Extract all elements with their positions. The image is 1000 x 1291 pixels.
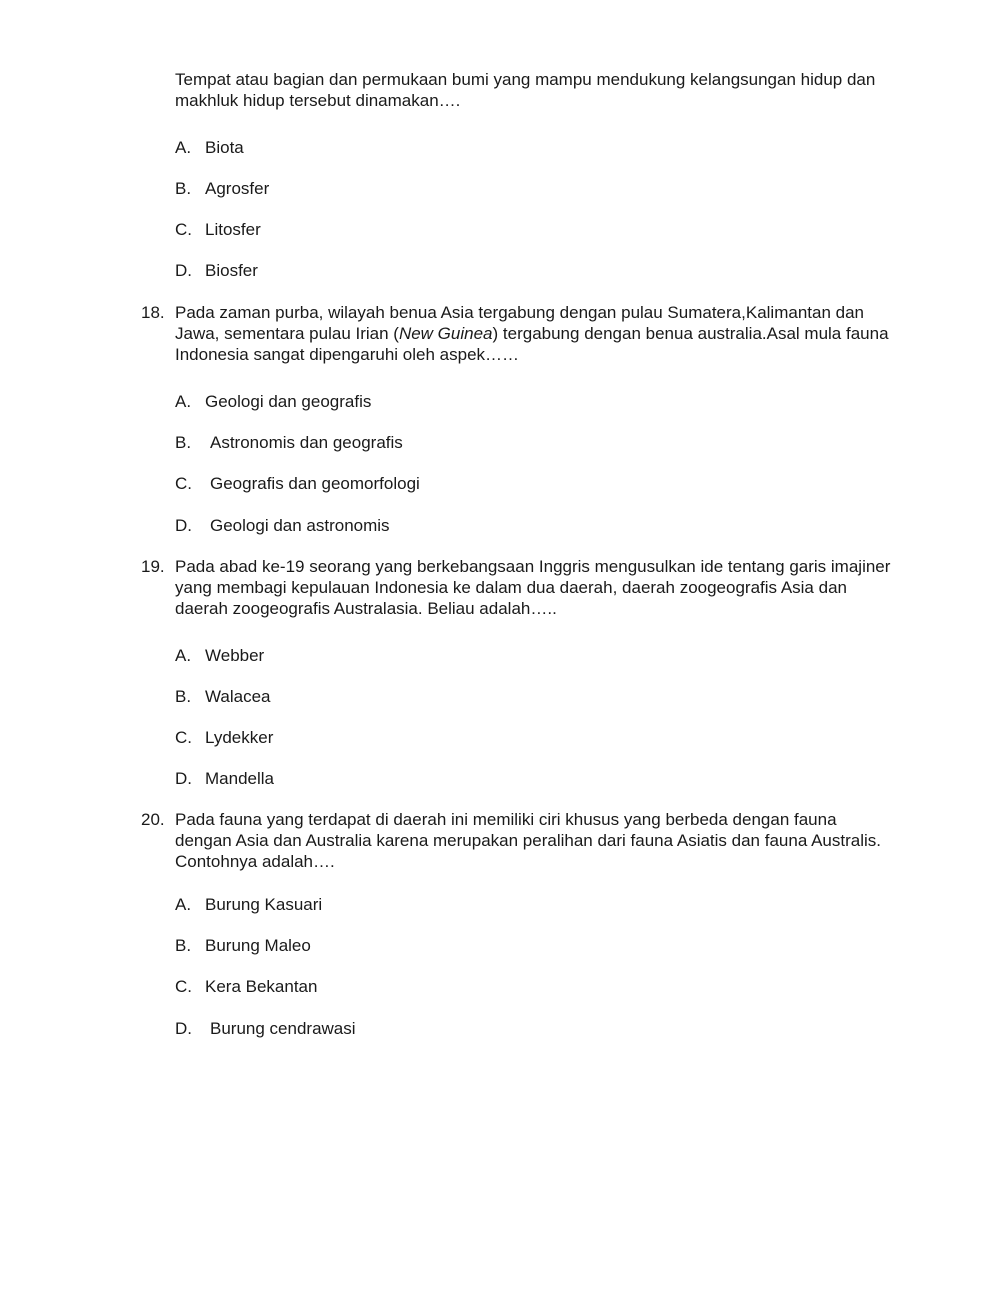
question-number: 20. — [141, 810, 165, 829]
option-b[interactable]: B. Burung Maleo — [175, 936, 311, 955]
question-text: Pada abad ke-19 seorang yang berkebangsaan Inggris mengusulkan ide tentang garis imajiner yang membagi kepulauan Indonesia ke dalam dua daerah, daerah zoogeografis Asia dan daerah zoogeografis Australasia. Beliau adalah….. — [175, 557, 891, 618]
question-number: 18. — [141, 303, 165, 322]
question-number: 19. — [141, 557, 165, 576]
question-text: Pada fauna yang terdapat di daerah ini memiliki ciri khusus yang berbeda dengan fauna dengan Asia dan Australia karena merupakan peralihan dari fauna Asiatis dan fauna Australis. Contohnya adalah…. — [175, 810, 881, 871]
option-c[interactable]: C. Geografis dan geomorfologi — [175, 474, 420, 493]
question-text: Pada zaman purba, wilayah benua Asia tergabung dengan pulau Sumatera,Kalimantan dan Jawa, sementara pulau Irian (New Guinea) tergabung dengan benua australia.Asal mula fauna Indonesia sangat dipengaruhi oleh aspek…… — [175, 303, 889, 364]
question-text: Tempat atau bagian dan permukaan bumi yang mampu mendukung kelangsungan hidup dan makhluk hidup tersebut dinamakan…. — [175, 70, 876, 110]
option-d[interactable]: D. Geologi dan astronomis — [175, 516, 390, 535]
option-b[interactable]: B. Astronomis dan geografis — [175, 433, 403, 452]
option-a[interactable]: A. Geologi dan geografis — [175, 392, 372, 411]
option-d[interactable]: D. Burung cendrawasi — [175, 1019, 356, 1038]
option-b[interactable]: B. Walacea — [175, 687, 271, 706]
option-d[interactable]: D. Biosfer — [175, 261, 258, 280]
option-a[interactable]: A. Burung Kasuari — [175, 895, 323, 914]
option-b[interactable]: B. Agrosfer — [175, 179, 270, 198]
option-c[interactable]: C. Litosfer — [175, 220, 261, 239]
option-d[interactable]: D. Mandella — [175, 769, 274, 788]
option-c[interactable]: C. Lydekker — [175, 728, 274, 747]
italic-term: New Guinea — [398, 324, 493, 343]
option-a[interactable]: A. Biota — [175, 138, 244, 157]
option-a[interactable]: A. Webber — [175, 646, 265, 665]
option-c[interactable]: C. Kera Bekantan — [175, 977, 318, 996]
